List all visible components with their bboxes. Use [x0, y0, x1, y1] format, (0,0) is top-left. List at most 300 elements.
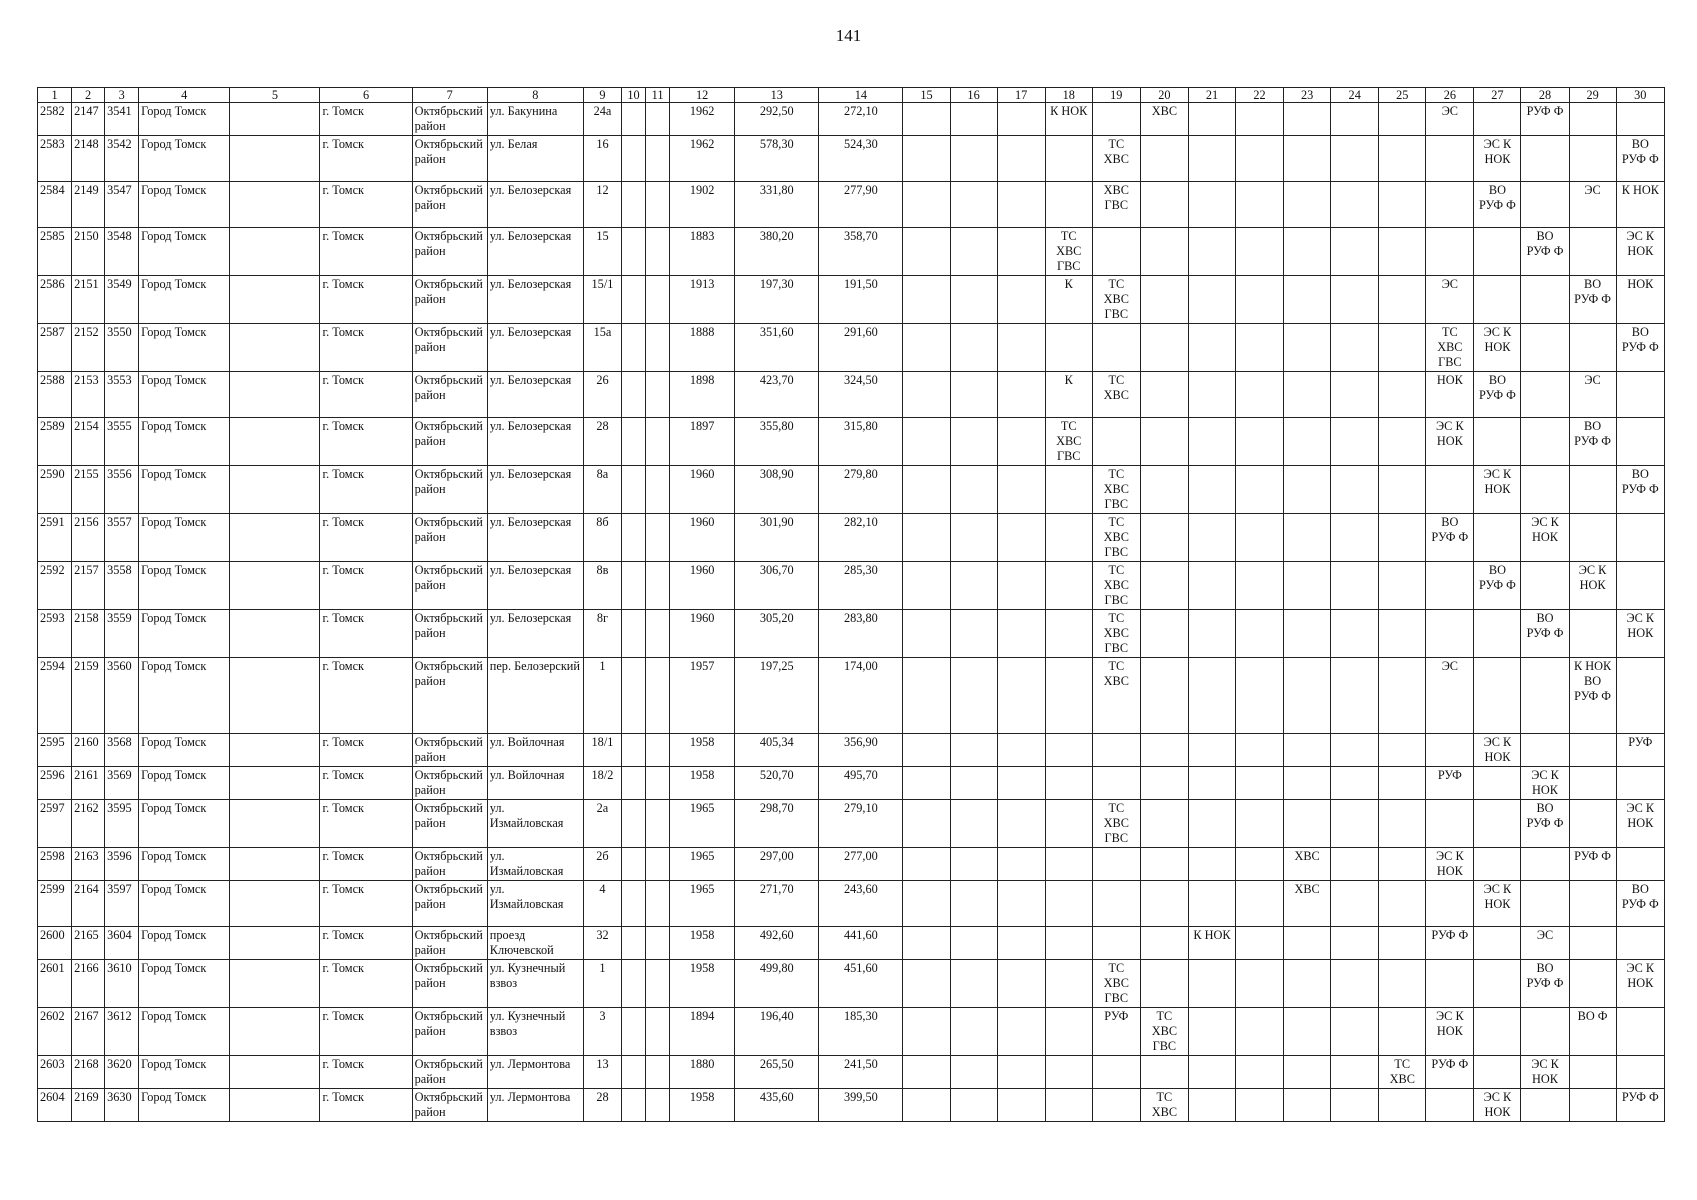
- cell-col-10: [622, 800, 646, 848]
- cell-col-18: [1045, 960, 1092, 1008]
- cell-col-13: 265,50: [735, 1056, 819, 1089]
- cell-col-19: ТС ХВС: [1092, 658, 1140, 734]
- cell-col-26: РУФ Ф: [1426, 1056, 1474, 1089]
- table-row: [38, 562, 1665, 610]
- cell-col-8: ул. Белозерская: [487, 228, 583, 276]
- cell-col-10: [622, 466, 646, 514]
- cell-col-23: [1284, 610, 1331, 658]
- cell-col-22: [1236, 848, 1284, 881]
- cell-col-11: [646, 1089, 670, 1122]
- cell-col-20: [1140, 276, 1188, 324]
- cell-col-5: [230, 372, 320, 418]
- cell-col-8: проезд Ключевской: [487, 927, 583, 960]
- cell-col-13: 380,20: [735, 228, 819, 276]
- cell-col-9: 1: [583, 658, 621, 734]
- cell-col-25: [1379, 927, 1426, 960]
- cell-col-7: Октябрьский район: [412, 1056, 487, 1089]
- cell-col-28: ЭС К НОК: [1521, 1056, 1569, 1089]
- cell-col-26: ЭС К НОК: [1426, 848, 1474, 881]
- cell-col-22: [1236, 1056, 1284, 1089]
- cell-col-13: 301,90: [735, 514, 819, 562]
- cell-col-15: [903, 734, 950, 767]
- cell-col-2: 2161: [72, 767, 105, 800]
- cell-col-26: ЭС: [1426, 276, 1474, 324]
- column-header-21: 21: [1188, 88, 1235, 103]
- cell-col-8: ул. Белозерская: [487, 418, 583, 466]
- cell-col-19: [1092, 848, 1140, 881]
- cell-col-29: [1569, 767, 1616, 800]
- column-header-15: 15: [903, 88, 950, 103]
- cell-col-30: РУФ: [1616, 734, 1664, 767]
- cell-col-19: ТС ХВС ГВС: [1092, 562, 1140, 610]
- cell-col-26: ТС ХВС ГВС: [1426, 324, 1474, 372]
- cell-col-17: [997, 418, 1045, 466]
- column-header-4: 4: [139, 88, 230, 103]
- cell-col-27: ЭС К НОК: [1474, 734, 1521, 767]
- cell-col-26: [1426, 960, 1474, 1008]
- cell-col-29: К НОК ВО РУФ Ф: [1569, 658, 1616, 734]
- cell-col-17: [997, 1056, 1045, 1089]
- cell-col-6: г. Томск: [320, 372, 412, 418]
- cell-col-11: [646, 324, 670, 372]
- column-header-5: 5: [230, 88, 320, 103]
- cell-col-24: [1331, 562, 1379, 610]
- column-header-29: 29: [1569, 88, 1616, 103]
- cell-col-27: [1474, 960, 1521, 1008]
- cell-col-9: 15: [583, 228, 621, 276]
- cell-col-29: [1569, 734, 1616, 767]
- cell-col-18: К НОК: [1045, 103, 1092, 136]
- cell-col-19: [1092, 927, 1140, 960]
- cell-col-1: 2603: [38, 1056, 72, 1089]
- cell-col-18: [1045, 848, 1092, 881]
- cell-col-1: 2589: [38, 418, 72, 466]
- cell-col-21: [1188, 1008, 1235, 1056]
- cell-col-3: 3630: [105, 1089, 139, 1122]
- cell-col-9: 8а: [583, 466, 621, 514]
- cell-col-28: [1521, 1089, 1569, 1122]
- cell-col-30: ВО РУФ Ф: [1616, 136, 1664, 182]
- cell-col-16: [950, 466, 997, 514]
- cell-col-17: [997, 466, 1045, 514]
- cell-col-10: [622, 1089, 646, 1122]
- cell-col-1: 2600: [38, 927, 72, 960]
- cell-col-17: [997, 228, 1045, 276]
- cell-col-20: ХВС: [1140, 103, 1188, 136]
- cell-col-28: [1521, 1008, 1569, 1056]
- cell-col-13: 423,70: [735, 372, 819, 418]
- cell-col-23: [1284, 466, 1331, 514]
- cell-col-26: [1426, 610, 1474, 658]
- cell-col-12: 1958: [670, 1089, 735, 1122]
- cell-col-7: Октябрьский район: [412, 960, 487, 1008]
- cell-col-16: [950, 767, 997, 800]
- cell-col-17: [997, 960, 1045, 1008]
- cell-col-30: ВО РУФ Ф: [1616, 881, 1664, 927]
- cell-col-25: [1379, 418, 1426, 466]
- cell-col-4: Город Томск: [139, 960, 230, 1008]
- table-row: [38, 658, 1665, 734]
- cell-col-11: [646, 1056, 670, 1089]
- cell-col-25: [1379, 848, 1426, 881]
- cell-col-1: 2593: [38, 610, 72, 658]
- cell-col-2: 2154: [72, 418, 105, 466]
- cell-col-18: [1045, 514, 1092, 562]
- cell-col-10: [622, 182, 646, 228]
- cell-col-20: [1140, 610, 1188, 658]
- cell-col-20: ТС ХВС ГВС: [1140, 1008, 1188, 1056]
- cell-col-7: Октябрьский район: [412, 848, 487, 881]
- cell-col-29: ЭС: [1569, 372, 1616, 418]
- cell-col-28: [1521, 466, 1569, 514]
- cell-col-30: [1616, 514, 1664, 562]
- column-header-30: 30: [1616, 88, 1664, 103]
- cell-col-3: 3560: [105, 658, 139, 734]
- cell-col-18: К: [1045, 372, 1092, 418]
- cell-col-27: [1474, 514, 1521, 562]
- table-row: [38, 466, 1665, 514]
- cell-col-10: [622, 276, 646, 324]
- cell-col-29: ВО РУФ Ф: [1569, 418, 1616, 466]
- cell-col-22: [1236, 610, 1284, 658]
- column-header-18: 18: [1045, 88, 1092, 103]
- cell-col-18: [1045, 800, 1092, 848]
- cell-col-10: [622, 228, 646, 276]
- cell-col-25: [1379, 466, 1426, 514]
- cell-col-21: [1188, 562, 1235, 610]
- cell-col-21: [1188, 881, 1235, 927]
- cell-col-19: ТС ХВС ГВС: [1092, 466, 1140, 514]
- cell-col-12: 1888: [670, 324, 735, 372]
- table-row: [38, 800, 1665, 848]
- cell-col-26: [1426, 182, 1474, 228]
- cell-col-14: 524,30: [819, 136, 903, 182]
- cell-col-20: [1140, 881, 1188, 927]
- cell-col-2: 2157: [72, 562, 105, 610]
- cell-col-13: 351,60: [735, 324, 819, 372]
- cell-col-19: [1092, 881, 1140, 927]
- cell-col-26: [1426, 136, 1474, 182]
- column-header-13: 13: [735, 88, 819, 103]
- cell-col-4: Город Томск: [139, 418, 230, 466]
- cell-col-3: 3568: [105, 734, 139, 767]
- table-row: [38, 418, 1665, 466]
- cell-col-17: [997, 658, 1045, 734]
- table-row: [38, 103, 1665, 136]
- cell-col-1: 2582: [38, 103, 72, 136]
- cell-col-17: [997, 767, 1045, 800]
- cell-col-20: [1140, 372, 1188, 418]
- cell-col-15: [903, 466, 950, 514]
- cell-col-30: ЭС К НОК: [1616, 610, 1664, 658]
- cell-col-3: 3553: [105, 372, 139, 418]
- cell-col-5: [230, 658, 320, 734]
- cell-col-16: [950, 103, 997, 136]
- cell-col-10: [622, 372, 646, 418]
- cell-col-25: [1379, 136, 1426, 182]
- cell-col-6: г. Томск: [320, 276, 412, 324]
- cell-col-23: [1284, 182, 1331, 228]
- cell-col-5: [230, 562, 320, 610]
- cell-col-21: [1188, 514, 1235, 562]
- cell-col-18: [1045, 182, 1092, 228]
- cell-col-30: РУФ Ф: [1616, 1089, 1664, 1122]
- cell-col-13: 435,60: [735, 1089, 819, 1122]
- cell-col-23: [1284, 514, 1331, 562]
- cell-col-12: 1883: [670, 228, 735, 276]
- cell-col-4: Город Томск: [139, 276, 230, 324]
- cell-col-30: [1616, 767, 1664, 800]
- cell-col-29: [1569, 1089, 1616, 1122]
- cell-col-8: ул. Войлочная: [487, 734, 583, 767]
- cell-col-17: [997, 562, 1045, 610]
- cell-col-28: [1521, 372, 1569, 418]
- cell-col-23: [1284, 767, 1331, 800]
- cell-col-5: [230, 767, 320, 800]
- cell-col-12: 1958: [670, 960, 735, 1008]
- cell-col-10: [622, 1056, 646, 1089]
- cell-col-3: 3556: [105, 466, 139, 514]
- cell-col-24: [1331, 1008, 1379, 1056]
- cell-col-6: г. Томск: [320, 1008, 412, 1056]
- cell-col-27: [1474, 103, 1521, 136]
- cell-col-16: [950, 960, 997, 1008]
- cell-col-27: ЭС К НОК: [1474, 881, 1521, 927]
- cell-col-17: [997, 1008, 1045, 1056]
- cell-col-26: [1426, 466, 1474, 514]
- cell-col-5: [230, 1089, 320, 1122]
- cell-col-23: [1284, 228, 1331, 276]
- cell-col-22: [1236, 658, 1284, 734]
- cell-col-14: 241,50: [819, 1056, 903, 1089]
- cell-col-1: 2587: [38, 324, 72, 372]
- cell-col-11: [646, 103, 670, 136]
- cell-col-24: [1331, 103, 1379, 136]
- cell-col-29: [1569, 800, 1616, 848]
- cell-col-14: 277,00: [819, 848, 903, 881]
- column-header-10: 10: [622, 88, 646, 103]
- cell-col-5: [230, 514, 320, 562]
- cell-col-4: Город Томск: [139, 1089, 230, 1122]
- cell-col-27: [1474, 610, 1521, 658]
- cell-col-24: [1331, 466, 1379, 514]
- cell-col-21: [1188, 960, 1235, 1008]
- cell-col-23: [1284, 800, 1331, 848]
- cell-col-7: Октябрьский район: [412, 734, 487, 767]
- cell-col-9: 8в: [583, 562, 621, 610]
- cell-col-20: [1140, 960, 1188, 1008]
- cell-col-1: 2583: [38, 136, 72, 182]
- cell-col-19: РУФ: [1092, 1008, 1140, 1056]
- cell-col-12: 1880: [670, 1056, 735, 1089]
- cell-col-27: [1474, 418, 1521, 466]
- column-header-26: 26: [1426, 88, 1474, 103]
- cell-col-12: 1965: [670, 881, 735, 927]
- cell-col-18: [1045, 1089, 1092, 1122]
- cell-col-4: Город Томск: [139, 372, 230, 418]
- cell-col-20: [1140, 848, 1188, 881]
- cell-col-24: [1331, 228, 1379, 276]
- cell-col-21: [1188, 136, 1235, 182]
- cell-col-5: [230, 1056, 320, 1089]
- cell-col-5: [230, 103, 320, 136]
- cell-col-5: [230, 182, 320, 228]
- table-row: [38, 610, 1665, 658]
- cell-col-8: ул. Белая: [487, 136, 583, 182]
- cell-col-17: [997, 881, 1045, 927]
- cell-col-29: [1569, 514, 1616, 562]
- cell-col-3: 3555: [105, 418, 139, 466]
- cell-col-11: [646, 800, 670, 848]
- cell-col-24: [1331, 800, 1379, 848]
- cell-col-9: 18/2: [583, 767, 621, 800]
- cell-col-16: [950, 276, 997, 324]
- cell-col-25: [1379, 324, 1426, 372]
- cell-col-10: [622, 136, 646, 182]
- cell-col-11: [646, 372, 670, 418]
- column-header-23: 23: [1284, 88, 1331, 103]
- cell-col-7: Октябрьский район: [412, 800, 487, 848]
- cell-col-29: ВО Ф: [1569, 1008, 1616, 1056]
- cell-col-8: ул. Лермонтова: [487, 1056, 583, 1089]
- cell-col-26: РУФ Ф: [1426, 927, 1474, 960]
- cell-col-14: 272,10: [819, 103, 903, 136]
- cell-col-6: г. Томск: [320, 734, 412, 767]
- cell-col-20: [1140, 767, 1188, 800]
- cell-col-11: [646, 136, 670, 182]
- cell-col-11: [646, 960, 670, 1008]
- cell-col-29: [1569, 1056, 1616, 1089]
- cell-col-9: 15а: [583, 324, 621, 372]
- cell-col-19: [1092, 103, 1140, 136]
- cell-col-7: Октябрьский район: [412, 418, 487, 466]
- cell-col-22: [1236, 734, 1284, 767]
- cell-col-10: [622, 767, 646, 800]
- cell-col-3: 3558: [105, 562, 139, 610]
- cell-col-15: [903, 372, 950, 418]
- cell-col-22: [1236, 276, 1284, 324]
- cell-col-2: 2148: [72, 136, 105, 182]
- cell-col-8: ул. Кузнечный взвоз: [487, 1008, 583, 1056]
- cell-col-4: Город Томск: [139, 927, 230, 960]
- cell-col-26: РУФ: [1426, 767, 1474, 800]
- cell-col-21: К НОК: [1188, 927, 1235, 960]
- cell-col-20: [1140, 1056, 1188, 1089]
- column-header-11: 11: [646, 88, 670, 103]
- cell-col-7: Октябрьский район: [412, 514, 487, 562]
- cell-col-24: [1331, 960, 1379, 1008]
- cell-col-4: Город Томск: [139, 1056, 230, 1089]
- cell-col-23: [1284, 324, 1331, 372]
- cell-col-23: [1284, 136, 1331, 182]
- cell-col-3: 3597: [105, 881, 139, 927]
- cell-col-27: ЭС К НОК: [1474, 324, 1521, 372]
- cell-col-4: Город Томск: [139, 1008, 230, 1056]
- cell-col-15: [903, 562, 950, 610]
- cell-col-2: 2165: [72, 927, 105, 960]
- cell-col-10: [622, 658, 646, 734]
- cell-col-6: г. Томск: [320, 960, 412, 1008]
- cell-col-11: [646, 1008, 670, 1056]
- cell-col-22: [1236, 514, 1284, 562]
- cell-col-20: [1140, 800, 1188, 848]
- cell-col-6: г. Томск: [320, 848, 412, 881]
- cell-col-20: [1140, 324, 1188, 372]
- cell-col-5: [230, 136, 320, 182]
- cell-col-11: [646, 610, 670, 658]
- cell-col-16: [950, 1056, 997, 1089]
- cell-col-14: 441,60: [819, 927, 903, 960]
- cell-col-28: [1521, 182, 1569, 228]
- cell-col-2: 2150: [72, 228, 105, 276]
- cell-col-5: [230, 276, 320, 324]
- table-row: [38, 372, 1665, 418]
- cell-col-27: [1474, 658, 1521, 734]
- cell-col-11: [646, 418, 670, 466]
- cell-col-8: ул. Белозерская: [487, 562, 583, 610]
- cell-col-7: Октябрьский район: [412, 767, 487, 800]
- column-header-9: 9: [583, 88, 621, 103]
- cell-col-10: [622, 610, 646, 658]
- cell-col-8: ул. Белозерская: [487, 610, 583, 658]
- cell-col-14: 277,90: [819, 182, 903, 228]
- cell-col-15: [903, 514, 950, 562]
- cell-col-29: [1569, 103, 1616, 136]
- cell-col-15: [903, 881, 950, 927]
- cell-col-5: [230, 610, 320, 658]
- cell-col-27: ЭС К НОК: [1474, 1089, 1521, 1122]
- column-header-8: 8: [487, 88, 583, 103]
- cell-col-15: [903, 103, 950, 136]
- cell-col-13: 331,80: [735, 182, 819, 228]
- cell-col-12: 1960: [670, 562, 735, 610]
- cell-col-6: г. Томск: [320, 136, 412, 182]
- cell-col-23: [1284, 734, 1331, 767]
- cell-col-17: [997, 800, 1045, 848]
- cell-col-7: Октябрьский район: [412, 182, 487, 228]
- column-header-19: 19: [1092, 88, 1140, 103]
- cell-col-16: [950, 418, 997, 466]
- cell-col-13: 405,34: [735, 734, 819, 767]
- cell-col-13: 197,25: [735, 658, 819, 734]
- cell-col-25: [1379, 881, 1426, 927]
- table-row: [38, 276, 1665, 324]
- cell-col-16: [950, 514, 997, 562]
- cell-col-12: 1958: [670, 734, 735, 767]
- table-row: [38, 960, 1665, 1008]
- cell-col-8: ул. Белозерская: [487, 466, 583, 514]
- cell-col-26: [1426, 562, 1474, 610]
- cell-col-9: 8г: [583, 610, 621, 658]
- cell-col-13: 297,00: [735, 848, 819, 881]
- cell-col-22: [1236, 418, 1284, 466]
- cell-col-19: [1092, 734, 1140, 767]
- cell-col-18: [1045, 734, 1092, 767]
- cell-col-6: г. Томск: [320, 800, 412, 848]
- table-body: [38, 103, 1665, 1122]
- cell-col-23: ХВС: [1284, 881, 1331, 927]
- cell-col-15: [903, 800, 950, 848]
- cell-col-6: г. Томск: [320, 418, 412, 466]
- cell-col-27: ЭС К НОК: [1474, 466, 1521, 514]
- cell-col-4: Город Томск: [139, 324, 230, 372]
- cell-col-1: 2604: [38, 1089, 72, 1122]
- cell-col-23: [1284, 418, 1331, 466]
- cell-col-23: [1284, 927, 1331, 960]
- cell-col-13: 271,70: [735, 881, 819, 927]
- cell-col-16: [950, 1008, 997, 1056]
- cell-col-19: [1092, 228, 1140, 276]
